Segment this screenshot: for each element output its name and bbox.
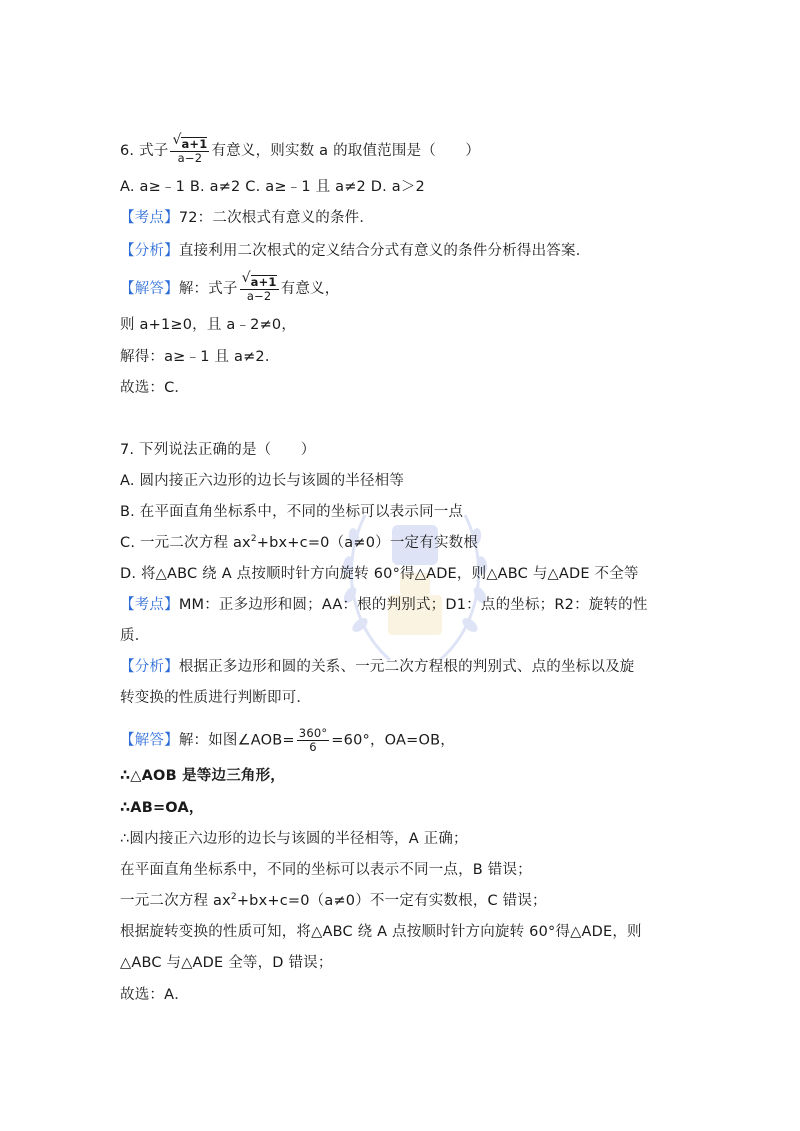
q7-line6: 根据旋转变换的性质可知，将△ABC 绕 A 点按顺时针方向旋转 60°得△ADE，则: [120, 924, 642, 940]
q7-line3: ∴圆内接正六边形的边长与该圆的半径相等，A 正确；: [120, 831, 468, 847]
q7-option-d: D. 将△ABC 绕 A 点按顺时针方向旋转 60°得△ADE，则△ABC 与△ADE 不全等: [120, 566, 639, 582]
q6-jieda: [120, 270, 340, 303]
fenxi-tag: 【分析】: [120, 659, 179, 675]
q7-jieda: [120, 727, 455, 754]
q7-kaodian: [120, 595, 648, 615]
kaodian-text: MM：正多边形和圆；AA：根的判别式；D1：点的坐标；R2：旋转的性: [178, 597, 648, 613]
q6-prefix: 式子: [139, 143, 169, 159]
kaodian-text: 72：二次根式有意义的条件．: [178, 210, 375, 226]
jieda-suffix: 有意义，: [280, 281, 340, 297]
q7-line7: △ABC 与△ADE 全等，D 错误；: [120, 955, 333, 971]
q7-kaodian-cont: 质．: [120, 628, 150, 644]
q7-line5-pre: 一元二次方程 ax: [120, 893, 231, 909]
q7-jieda-fraction: [297, 727, 330, 754]
jieda-tag: 【解答】: [120, 281, 179, 297]
q6-suffix: 有意义，则实数 a 的取值范围是（ ）: [211, 143, 481, 159]
q6-frac-den: a−2: [177, 151, 203, 165]
q7-answer: 故选：A．: [120, 987, 189, 1003]
q7-option-c: [120, 533, 478, 553]
q6-jieda-fraction: √ a+1 a−2: [241, 270, 277, 303]
q6-step1: 则 a+1≥0，且 a﹣2≠0，: [120, 317, 297, 333]
q7-line4: 在平面直角坐标系中，不同的坐标可以表示不同一点，B 错误；: [120, 862, 532, 878]
q6-fenxi: [120, 241, 590, 261]
q7-line1: ∴△AOB 是等边三角形，: [120, 768, 285, 784]
fenxi-tag: 【分析】: [120, 243, 179, 259]
q6-stem: [120, 132, 481, 165]
q7-line2: ∴AB=OA，: [120, 800, 204, 816]
q6-jieda-frac-num: a+1: [250, 275, 277, 289]
q7-option-b: B. 在平面直角坐标系中，不同的坐标可以表示同一点: [120, 504, 464, 520]
jieda-prefix: 解：式子: [178, 281, 238, 297]
q7-fenxi: [120, 657, 635, 677]
q7-option-c-sup: 2: [250, 534, 257, 545]
q7-option-a: A. 圆内接正六边形的边长与该圆的半径相等: [120, 473, 405, 489]
q7-jieda-frac-den: 6: [309, 740, 317, 754]
q7-option-c-post: +bx+c=0（a≠0）一定有实数根: [256, 535, 479, 551]
q6-fraction: √ a+1 a−2: [172, 132, 208, 165]
jieda-tag: 【解答】: [120, 732, 179, 749]
q6-frac-num: a+1: [181, 137, 208, 151]
q7-line5-sup: 2: [230, 892, 237, 903]
kaodian-tag: 【考点】: [120, 597, 179, 613]
fenxi-text: 直接利用二次根式的定义结合分式有意义的条件分析得出答案．: [178, 243, 591, 259]
jieda-prefix: 解：如图∠AOB=: [178, 732, 295, 749]
q7-option-c-pre: C. 一元二次方程 ax: [120, 535, 251, 551]
q7-line5-post: +bx+c=0（a≠0）不一定有实数根，C 错误；: [236, 893, 547, 909]
q6-step2: 解得：a≥﹣1 且 a≠2．: [120, 349, 280, 365]
q7-line5: [120, 891, 547, 911]
kaodian-tag: 【考点】: [120, 210, 179, 226]
jieda-suffix: =60°，OA=OB，: [331, 732, 455, 749]
q6-options: A. a≥﹣1 B. a≠2 C. a≥﹣1 且 a≠2 D. a＞2: [120, 179, 425, 195]
q7-stem: 7. 下列说法正确的是（ ）: [120, 442, 316, 458]
q7-jieda-frac-num: 360°: [298, 726, 328, 740]
q6-jieda-frac-den: a−2: [246, 289, 272, 303]
q6-answer: 故选：C．: [120, 380, 190, 396]
q6-kaodian: [120, 208, 374, 228]
fenxi-text: 根据正多边形和圆的关系、一元二次方程根的判别式、点的坐标以及旋: [178, 659, 635, 675]
q7-fenxi-cont: 转变换的性质进行判断即可．: [120, 690, 312, 706]
q6-number: 6.: [120, 143, 135, 159]
